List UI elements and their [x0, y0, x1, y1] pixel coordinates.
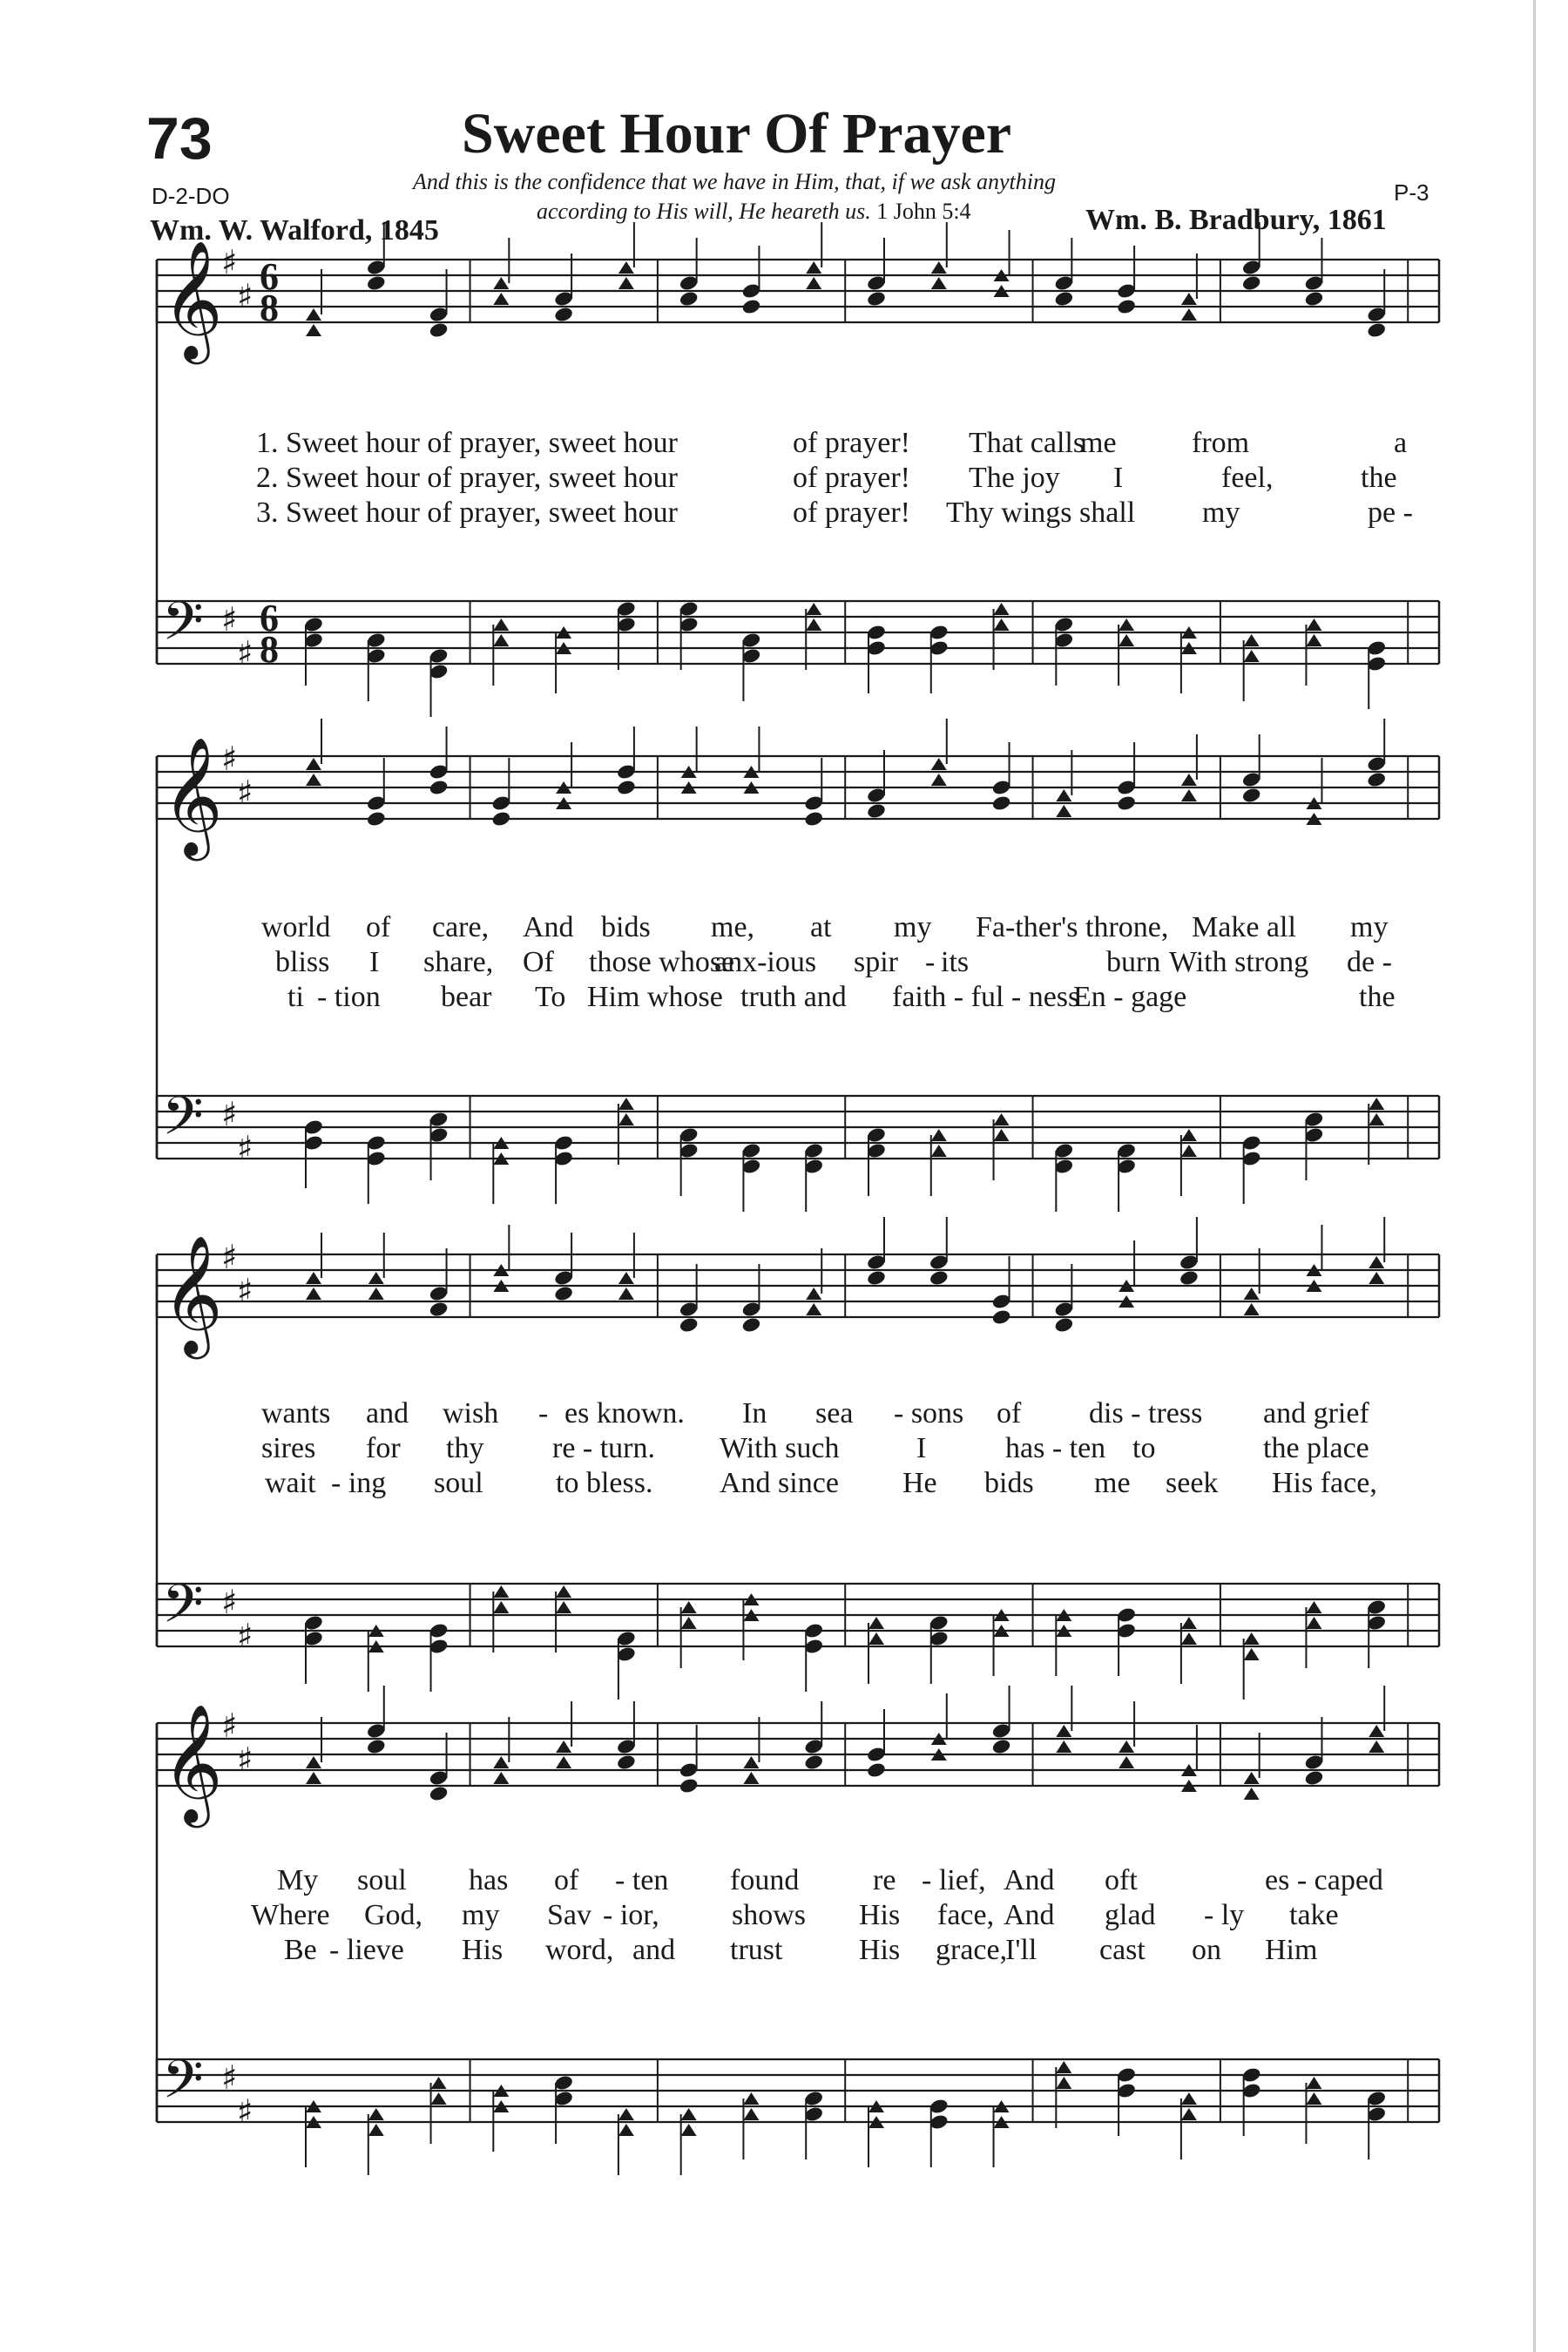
note-chord — [994, 2100, 1010, 2167]
lyric-syllable: sea — [815, 1397, 854, 1429]
lyric-syllable: of prayer! — [793, 497, 910, 529]
sharp-icon: ♯ — [221, 1095, 238, 1133]
lyric-syllable: my — [1202, 497, 1240, 529]
note-chord — [429, 1733, 449, 1802]
lyric-syllable: His — [859, 1899, 901, 1931]
sharp-icon: ♯ — [221, 243, 238, 281]
note-chord — [1366, 2090, 1387, 2159]
sharp-icon: ♯ — [221, 740, 238, 778]
lyric-syllable: es known. — [564, 1397, 685, 1429]
hymn-title: Sweet Hour Of Prayer — [462, 102, 1012, 166]
note-chord — [493, 1717, 509, 1784]
lyric-syllable: the place — [1263, 1432, 1369, 1464]
lyric-syllable: found — [730, 1864, 800, 1896]
scripture-line-1: And this is the confidence that we have in Him, that, if we ask anything — [413, 169, 1056, 194]
lyric-syllable: to bless. — [556, 1467, 653, 1499]
sharp-icon: ♯ — [237, 1740, 253, 1779]
lyric-syllable: has — [469, 1864, 509, 1896]
treble-clef-icon: 𝄞 — [162, 735, 223, 855]
lyric-syllable: wants — [261, 1397, 331, 1429]
lyric-syllable: my — [894, 911, 932, 943]
scripture-reference: 1 John 5:4 — [876, 199, 971, 224]
note-chord — [1241, 2066, 1262, 2136]
note-chord — [368, 2108, 384, 2175]
note-chord — [1119, 1701, 1134, 1768]
lyric-syllable: I — [916, 1432, 927, 1464]
note-chord — [866, 1709, 887, 1779]
lyric-syllable: - — [538, 1397, 549, 1429]
lyric-syllable: - lieve — [329, 1934, 404, 1966]
sharp-icon: ♯ — [221, 1707, 238, 1745]
lyric-syllable: faith - ful - ness — [892, 981, 1080, 1013]
lyric-syllable: from — [1192, 427, 1250, 459]
lyric-syllable: bear — [441, 981, 492, 1013]
lyric-line-verse-3 — [0, 1934, 1568, 1969]
lyric-syllable: His face, — [1272, 1467, 1377, 1499]
time-signature-digit: 6 — [260, 597, 279, 639]
bass-clef-icon: 𝄢 — [162, 1085, 204, 1160]
lyric-syllable: My — [277, 1864, 319, 1896]
lyric-syllable: trust — [730, 1934, 783, 1966]
lyric-syllable: And since — [720, 1467, 839, 1499]
sharp-icon: ♯ — [237, 634, 253, 672]
sharp-icon: ♯ — [221, 2058, 238, 2097]
scripture-line-2-text: according to His will, He heareth us. — [537, 199, 871, 224]
lyric-syllable: re - turn. — [552, 1432, 656, 1464]
lyric-syllable: me — [1094, 1467, 1131, 1499]
lyric-syllable: take — [1289, 1899, 1339, 1931]
lyric-syllable: thy — [446, 1432, 484, 1464]
lyric-syllable: With strong — [1169, 946, 1309, 978]
lyric-syllable: spir — [854, 946, 898, 978]
time-signature-digit: 8 — [260, 628, 279, 671]
lyric-syllable: His — [462, 1934, 504, 1966]
lyric-syllable: the — [1359, 981, 1396, 1013]
lyric-syllable: sires — [261, 1432, 316, 1464]
lyric-syllable: anx-ious — [714, 946, 817, 978]
composer: Wm. B. Bradbury, 1861 — [1085, 204, 1387, 236]
sharp-icon: ♯ — [221, 1238, 238, 1276]
lyric-syllable: word, — [545, 1934, 614, 1966]
lyric-syllable: I — [369, 946, 380, 978]
lyric-syllable: its — [941, 946, 970, 978]
lyric-syllable: of — [366, 911, 391, 943]
lyric-line-verse-1 — [0, 1864, 1568, 1899]
lyric-syllable: and — [632, 1934, 676, 1966]
lyric-syllable: shows — [732, 1899, 807, 1931]
note-chord — [306, 1717, 321, 1784]
note-chord — [681, 2108, 697, 2175]
note-chord — [618, 2108, 634, 2175]
lyric-syllable: of prayer! — [793, 427, 910, 459]
lyric-syllable: a — [1394, 427, 1408, 459]
note-chord — [803, 2090, 824, 2159]
note-chord — [929, 2098, 950, 2167]
lyric-syllable: and — [366, 1397, 409, 1429]
lyric-syllable: of — [997, 1397, 1022, 1429]
note-chord — [1369, 1686, 1384, 1753]
lyric-syllable: share, — [423, 946, 494, 978]
treble-clef-icon: 𝄞 — [162, 1702, 223, 1822]
note-chord — [743, 2092, 759, 2159]
lyric-syllable: glad — [1105, 1899, 1156, 1931]
note-chord — [1116, 2066, 1137, 2136]
lyric-syllable: With such — [720, 1432, 840, 1464]
lyric-syllable: 2. Sweet hour of prayer, sweet hour — [256, 462, 678, 494]
lyric-syllable: grace, — [936, 1934, 1008, 1966]
lyric-syllable: - ior, — [603, 1899, 659, 1931]
lyric-syllable: His — [859, 1934, 901, 1966]
note-chord — [366, 1686, 387, 1755]
lyric-syllable: ti — [287, 981, 304, 1013]
lyric-syllable: es - caped — [1265, 1864, 1383, 1896]
lyric-syllable: for — [366, 1432, 401, 1464]
lyric-syllable: - ten — [615, 1864, 669, 1896]
note-chord — [1056, 1686, 1071, 1753]
note-chord — [1244, 1733, 1260, 1800]
lyric-syllable: my — [462, 1899, 500, 1931]
lyric-syllable: wait — [265, 1467, 316, 1499]
note-chord — [431, 2077, 447, 2144]
lyric-syllable: feel, — [1221, 462, 1274, 494]
bass-clef-icon: 𝄢 — [162, 591, 204, 666]
lyric-syllable: and grief — [1263, 1397, 1369, 1429]
note-chord — [556, 1701, 571, 1768]
note-chord — [493, 2085, 509, 2152]
treble-clef-icon: 𝄞 — [162, 1233, 223, 1354]
lyric-syllable: - ing — [331, 1467, 387, 1499]
lyric-syllable: of — [554, 1864, 579, 1896]
lyric-syllable: seek — [1166, 1467, 1219, 1499]
lyric-syllable: I — [1113, 462, 1124, 494]
sharp-icon: ♯ — [237, 1272, 253, 1310]
sharp-icon: ♯ — [221, 600, 238, 639]
lyric-syllable: my — [1350, 911, 1389, 943]
note-chord — [616, 1701, 637, 1771]
lyric-syllable: To — [535, 981, 566, 1013]
treble-clef-icon: 𝄞 — [162, 239, 223, 359]
lyric-syllable: He — [902, 1467, 937, 1499]
sharp-icon: ♯ — [237, 1129, 253, 1167]
lyric-syllable: Fa-ther's throne, — [976, 911, 1169, 943]
lyric-syllable: me — [1080, 427, 1117, 459]
bass-clef-icon: 𝄢 — [162, 2049, 204, 2124]
lyricist: Wm. W. Walford, 1845 — [150, 214, 439, 247]
lyric-syllable: the — [1361, 462, 1397, 494]
lyric-line-verse-2 — [0, 1899, 1568, 1934]
note-chord — [1181, 1725, 1197, 1792]
lyric-syllable: And — [1004, 1864, 1055, 1896]
sharp-icon: ♯ — [237, 2092, 253, 2131]
lyric-syllable: The joy — [969, 462, 1060, 494]
lyric-syllable: soul — [434, 1467, 483, 1499]
lyric-syllable: face, — [937, 1899, 995, 1931]
note-chord — [931, 1693, 947, 1761]
lyric-syllable: Where — [251, 1899, 330, 1931]
time-signature-digit: 8 — [260, 287, 279, 329]
lyric-syllable: me, — [711, 911, 755, 943]
bass-clef-icon: 𝄢 — [162, 1573, 204, 1648]
lyric-syllable: de - — [1347, 946, 1392, 978]
lyric-syllable: Sav — [547, 1899, 591, 1931]
hymn-number: 73 — [146, 105, 213, 172]
lyric-syllable: Him whose — [587, 981, 723, 1013]
lyric-syllable: soul — [357, 1864, 407, 1896]
lyric-syllable: - — [925, 946, 936, 978]
lyric-syllable: cast — [1099, 1934, 1146, 1966]
lyric-syllable: God, — [364, 1899, 423, 1931]
lyric-syllable: That calls — [969, 427, 1085, 459]
lyric-syllable: And — [523, 911, 574, 943]
lyric-syllable: care, — [432, 911, 490, 943]
sharp-icon: ♯ — [237, 1617, 253, 1655]
lyric-syllable: those whose — [589, 946, 735, 978]
note-chord — [991, 1686, 1012, 1755]
lyric-syllable: on — [1192, 1934, 1221, 1966]
lyric-syllable: has - ten — [1005, 1432, 1106, 1464]
lyric-syllable: truth and — [740, 981, 847, 1013]
lyric-syllable: Thy wings shall — [946, 497, 1136, 529]
note-chord — [553, 2074, 574, 2144]
note-chord — [679, 1725, 700, 1794]
lyric-syllable: bids — [984, 1467, 1034, 1499]
lyric-syllable: bliss — [275, 946, 330, 978]
lyric-syllable: wish — [443, 1397, 499, 1429]
lyric-syllable: - sons — [894, 1397, 964, 1429]
meter-code: D-2-DO — [152, 183, 230, 209]
sharp-icon: ♯ — [237, 277, 253, 315]
lyric-syllable: Him — [1265, 1934, 1318, 1966]
lyric-syllable: dis - tress — [1089, 1397, 1203, 1429]
note-chord — [306, 2100, 321, 2167]
lyric-syllable: at — [810, 911, 832, 943]
lyric-syllable: 3. Sweet hour of prayer, sweet hour — [256, 497, 678, 529]
lyric-syllable: bids — [601, 911, 651, 943]
lyric-syllable: I'll — [1005, 1934, 1037, 1966]
lyric-syllable: Make all — [1192, 911, 1296, 943]
sharp-icon: ♯ — [221, 1583, 238, 1621]
lyric-syllable: - lief, — [922, 1864, 986, 1896]
time-signature-digit: 6 — [260, 255, 279, 298]
lyric-syllable: world — [261, 911, 331, 943]
lyric-syllable: to — [1132, 1432, 1156, 1464]
lyric-syllable: In — [742, 1397, 767, 1429]
lyric-syllable: 1. Sweet hour of prayer, sweet hour — [256, 427, 678, 459]
note-chord — [1056, 2061, 1071, 2128]
note-chord — [1306, 2077, 1321, 2144]
page-code: P-3 — [1394, 179, 1429, 206]
sharp-icon: ♯ — [237, 774, 253, 812]
note-chord — [1181, 2092, 1197, 2159]
treble-staff — [157, 1723, 1439, 1786]
lyric-syllable: Be — [284, 1934, 317, 1966]
note-chord — [1304, 1717, 1325, 1787]
lyric-syllable: pe - — [1368, 497, 1413, 529]
lyric-syllable: of prayer! — [793, 462, 910, 494]
lyric-syllable: burn — [1106, 946, 1161, 978]
note-chord — [868, 2100, 884, 2167]
lyric-syllable: And — [1004, 1899, 1055, 1931]
lyric-syllable: - tion — [317, 981, 381, 1013]
lyric-syllable: Of — [523, 946, 554, 978]
lyric-syllable: oft — [1105, 1864, 1138, 1896]
note-chord — [743, 1717, 759, 1784]
lyric-syllable: re — [873, 1864, 896, 1896]
note-chord — [803, 1701, 824, 1771]
lyric-syllable: - ly — [1204, 1899, 1245, 1931]
lyric-syllable: En - gage — [1073, 981, 1187, 1013]
